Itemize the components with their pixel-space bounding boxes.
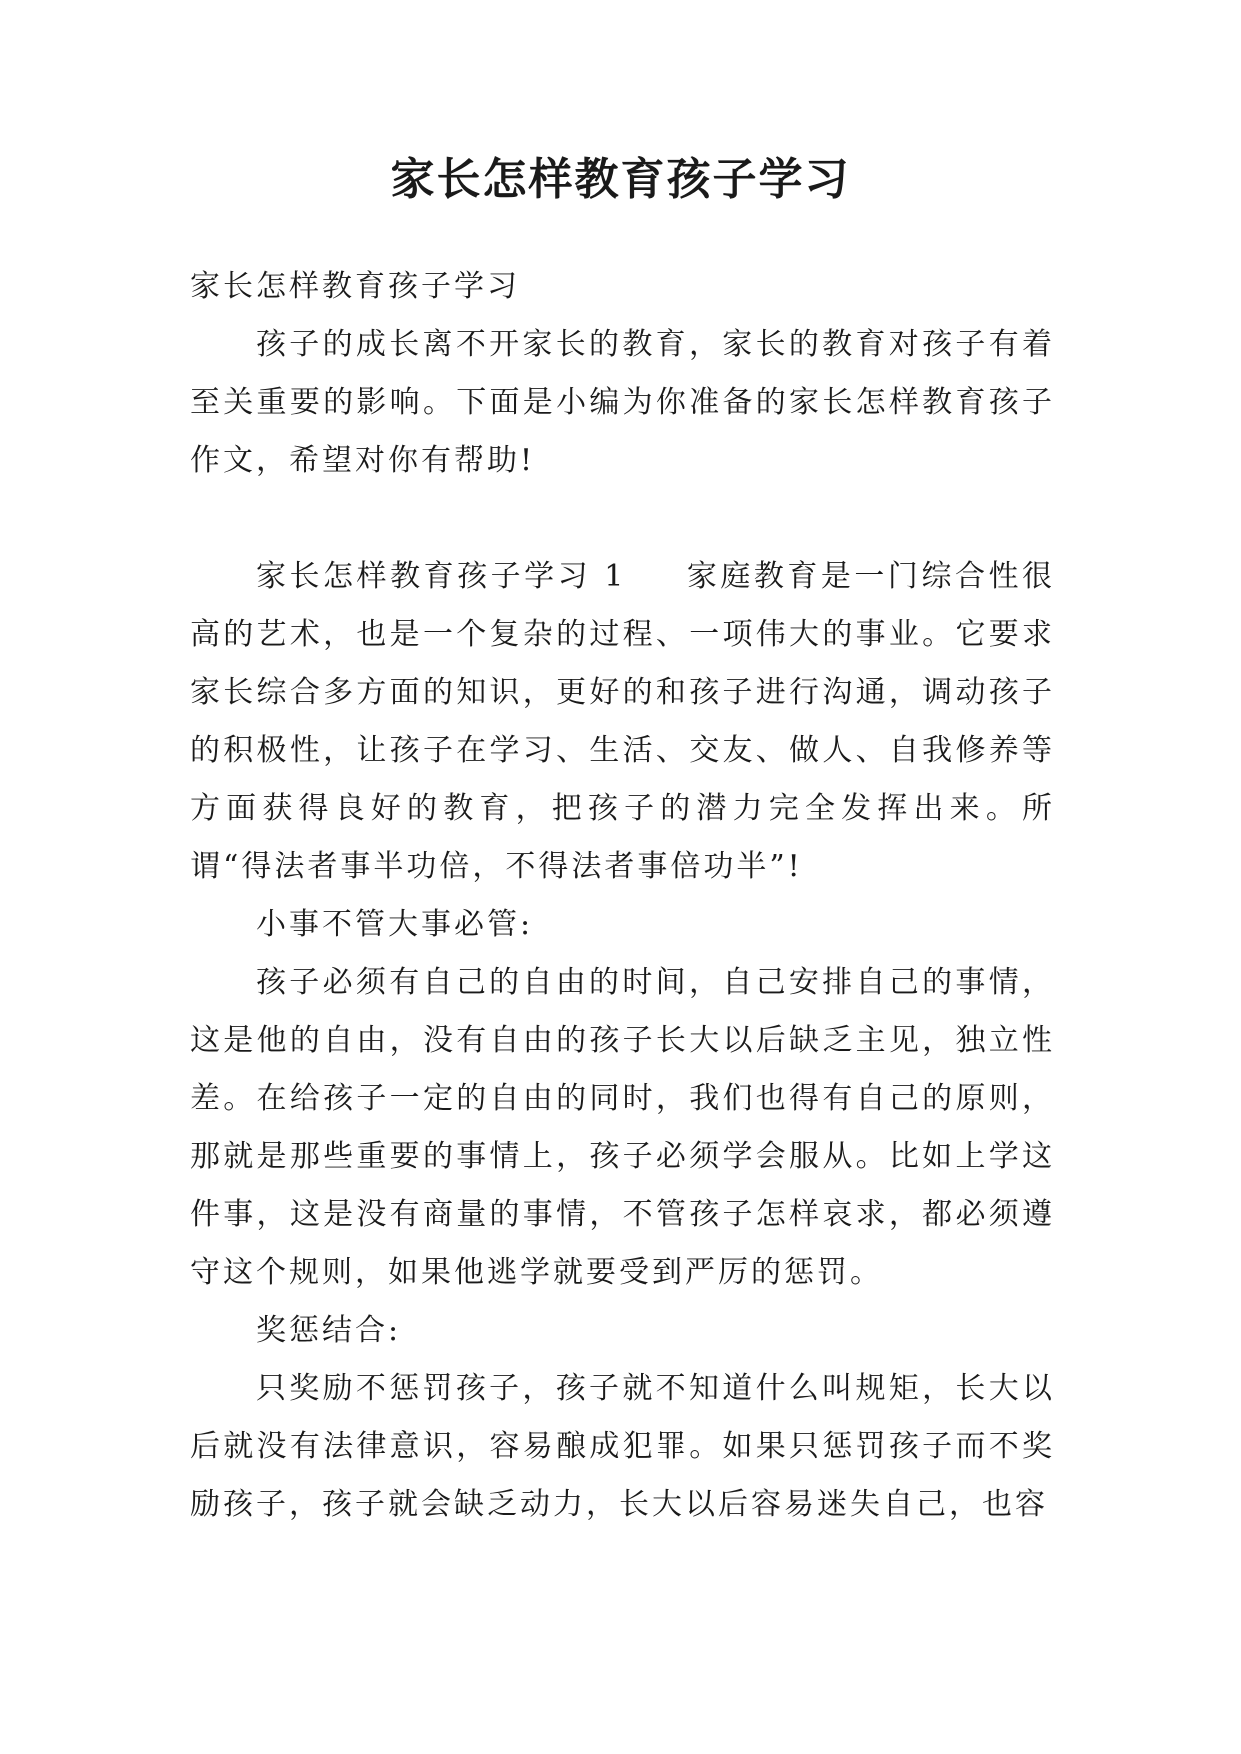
point-2-paragraph: 只奖励不惩罚孩子，孩子就不知道什么叫规矩，长大以后就没有法律意识，容易酿成犯罪。如果只惩罚孩子而不奖励孩子，孩子就会缺乏动力，长大以后容易迷失自己，也容: [190, 1371, 1055, 1522]
section-1-text: 家庭教育是一门综合性很高的艺术，也是一个复杂的过程、一项伟大的事业。它要求家长综合多方面的知识，更好的和孩子进行沟通，调动孩子的积极性，让孩子在学习、生活、交友、做人、自我修养等方面获得良好的教育，把孩子的潜力完全发挥出来。所谓“得法者事半功倍，不得法者事倍功半”!: [190, 559, 1055, 884]
point-1-paragraph: 孩子必须有自己的自由的时间，自己安排自己的事情，这是他的自由，没有自由的孩子长大以后缺乏主见，独立性差。在给孩子一定的自由的同时，我们也得有自己的原则，那就是那些重要的事情上，孩子必须学会服从。比如上学这件事，这是没有商量的事情，不管孩子怎样哀求，都必须遵守这个规则，如果他逃学就要受到严厉的惩罚。: [190, 965, 1055, 1290]
point-2-heading: 奖惩结合:: [256, 1313, 402, 1348]
section-1-heading: 家长怎样教育孩子学习 1: [256, 559, 627, 594]
subtitle: 家长怎样教育孩子学习: [190, 269, 520, 304]
document-body: [190, 258, 1055, 1534]
intro-paragraph: 孩子的成长离不开家长的教育，家长的教育对孩子有着至关重要的影响。下面是小编为你准备的家长怎样教育孩子作文，希望对你有帮助!: [190, 327, 1055, 478]
document-title: 家长怎样教育孩子学习: [390, 154, 851, 205]
section-1-paragraph: [190, 548, 1055, 896]
point-1-heading: 小事不管大事必管:: [256, 907, 534, 942]
